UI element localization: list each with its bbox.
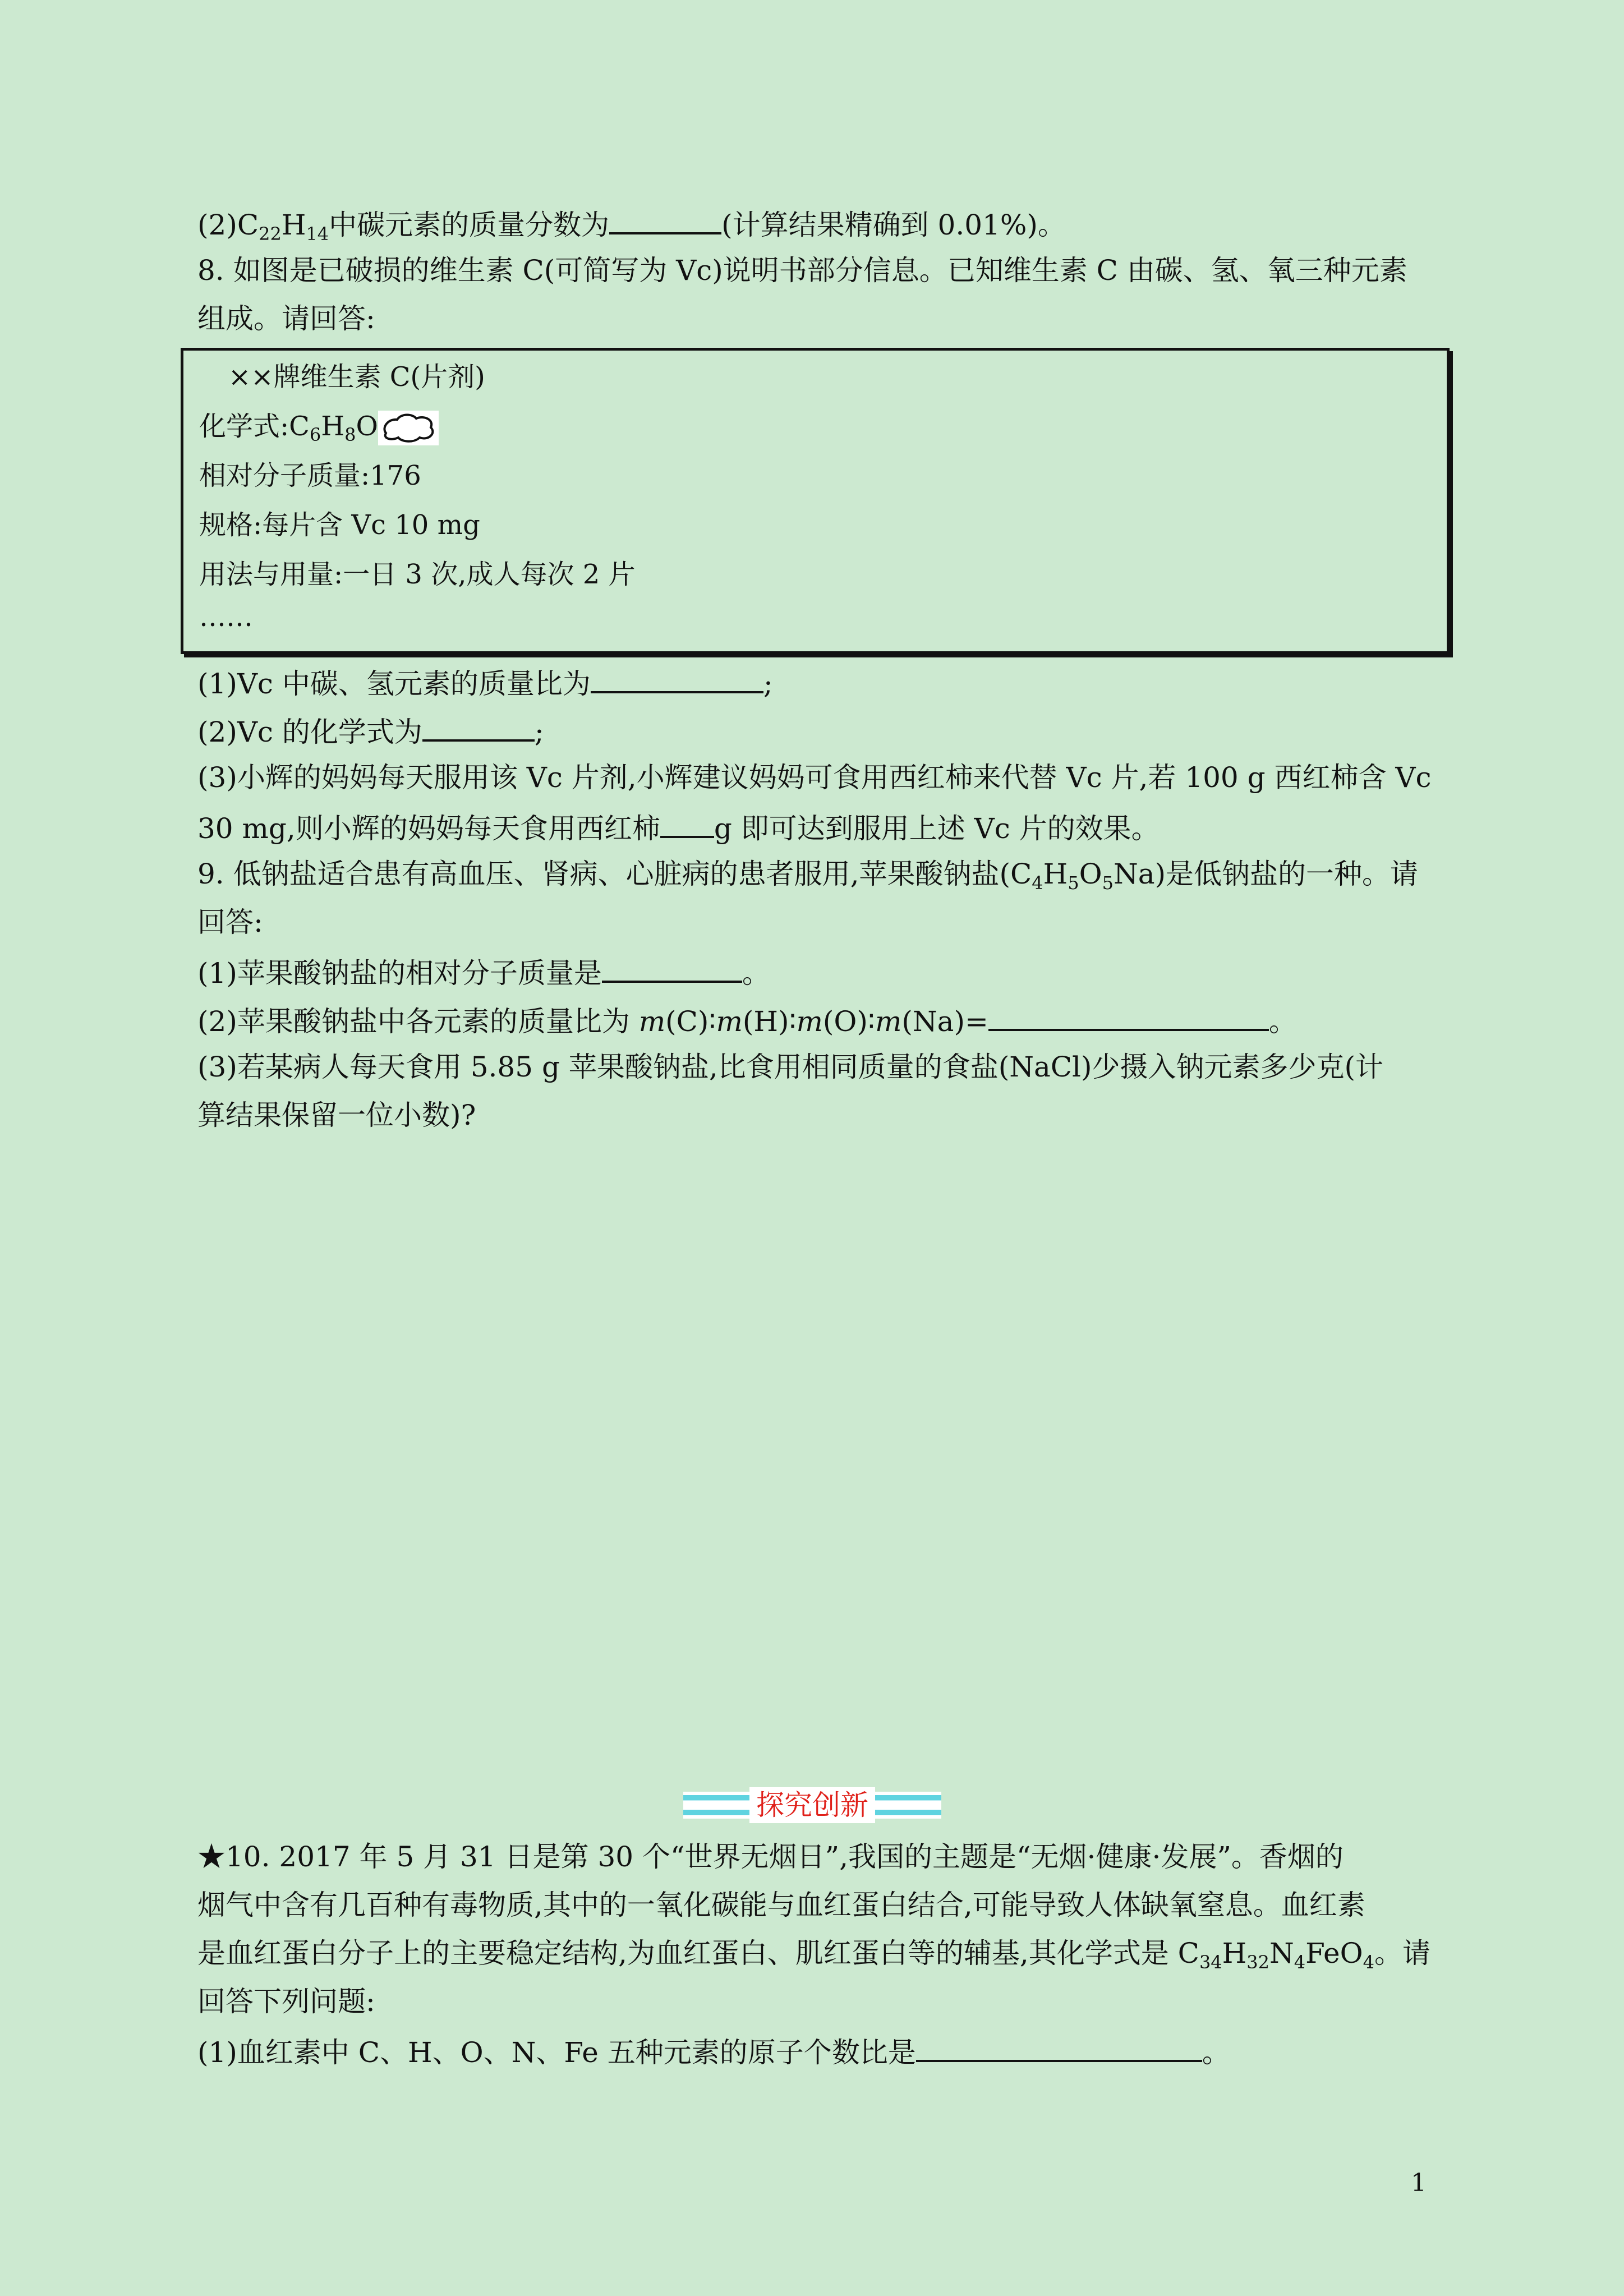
text: (2)Vc 的化学式为 xyxy=(197,716,422,748)
subscript: 34 xyxy=(1199,1952,1222,1973)
text: O xyxy=(356,411,378,442)
q10-stem-line4: 回答下列问题: xyxy=(197,1985,375,2018)
q8-sub3-line1: (3)小辉的妈妈每天服用该 Vc 片剂,小辉建议妈妈可食用西红柿来代替 Vc 片,若 100 g 西红柿含 Vc xyxy=(197,761,1432,794)
answer-blank[interactable] xyxy=(660,809,714,838)
subscript: 6 xyxy=(309,424,321,445)
text: (1)苹果酸钠盐的相对分子质量是 xyxy=(197,957,602,990)
symbol-m: m xyxy=(716,1005,743,1038)
text: 。 xyxy=(1268,1005,1297,1038)
banner-stripe-left xyxy=(683,1792,749,1819)
q10-stem-line3 xyxy=(197,1936,1432,1973)
text: (2)C xyxy=(197,209,259,241)
q9-sub3-line1: (3)若某病人每天食用 5.85 g 苹果酸钠盐,比食用相同质量的食盐(NaCl)少摄入钠元素多少克(计 xyxy=(197,1051,1384,1083)
text: H xyxy=(321,411,345,442)
subscript: 4 xyxy=(1363,1952,1374,1973)
vitamin-c-label-box xyxy=(181,348,1450,654)
q9-stem-line2: 回答: xyxy=(197,906,263,938)
label-formula xyxy=(199,410,439,445)
q7-sub2 xyxy=(197,205,1432,245)
text: (1)血红素中 C、H、O、N、Fe 五种元素的原子个数比是 xyxy=(197,2036,916,2069)
text: 。 xyxy=(1202,2036,1230,2069)
subscript: 5 xyxy=(1068,872,1079,894)
banner-stripe-right xyxy=(875,1792,941,1819)
q8-stem-line1: 8. 如图是已破损的维生素 C(可简写为 Vc)说明书部分信息。已知维生素 C 由碳、氢、氧三种元素 xyxy=(197,254,1407,287)
text: 。请 xyxy=(1374,1937,1430,1970)
q10-stem-line2: 烟气中含有几百种有毒物质,其中的一氧化碳能与血红蛋白结合,可能导致人体缺氧窒息。血红素 xyxy=(197,1889,1365,1921)
label-title: ××牌维生素 C(片剂) xyxy=(228,361,485,393)
text: (C)∶ xyxy=(665,1005,716,1038)
answer-blank[interactable] xyxy=(609,205,721,234)
answer-blank[interactable] xyxy=(422,712,535,742)
symbol-m: m xyxy=(875,1005,902,1038)
answer-blank[interactable] xyxy=(916,2033,1202,2062)
text: H xyxy=(1043,858,1068,890)
text: Na)是低钠盐的一种。请 xyxy=(1113,858,1419,890)
q10-sub1 xyxy=(197,2033,1432,2069)
q10-stem-line1: ★10. 2017 年 5 月 31 日是第 30 个“世界无烟日”,我国的主题是“无烟·健康·发展”。香烟的 xyxy=(197,1841,1344,1873)
text: O xyxy=(1079,858,1102,890)
q8-stem-line2: 组成。请回答: xyxy=(197,302,375,335)
q9-sub3-line2: 算结果保留一位小数)? xyxy=(197,1099,476,1131)
text: (O)∶ xyxy=(822,1005,875,1038)
text: (Na)= xyxy=(901,1005,988,1038)
page-number: 1 xyxy=(1411,2169,1427,2197)
subscript: 14 xyxy=(306,223,329,245)
text: H xyxy=(281,209,306,241)
answer-blank[interactable] xyxy=(591,664,763,693)
text: (计算结果精确到 0.01%)。 xyxy=(721,209,1066,241)
label-molecular-mass: 相对分子质量:176 xyxy=(199,460,421,491)
section-title: 探究创新 xyxy=(749,1787,875,1823)
subscript: 32 xyxy=(1246,1952,1269,1973)
text: 。 xyxy=(742,957,770,990)
subscript: 22 xyxy=(259,223,282,245)
q9-stem-line1 xyxy=(197,857,1432,894)
text: ; xyxy=(763,668,773,700)
text: N xyxy=(1269,1937,1294,1970)
text: 30 mg,则小辉的妈妈每天食用西红柿 xyxy=(197,812,660,845)
label-spec: 规格:每片含 Vc 10 mg xyxy=(199,509,480,541)
text: 9. 低钠盐适合患有高血压、肾病、心脏病的患者服用,苹果酸钠盐(C xyxy=(197,858,1032,890)
label-ellipsis: …… xyxy=(199,601,253,633)
subscript: 4 xyxy=(1294,1952,1306,1973)
q9-sub2 xyxy=(197,1002,1432,1038)
subscript: 4 xyxy=(1032,872,1043,894)
text: (2)苹果酸钠盐中各元素的质量比为 xyxy=(197,1005,639,1038)
text: H xyxy=(1222,1937,1247,1970)
text: g 即可达到服用上述 Vc 片的效果。 xyxy=(714,812,1160,845)
text: 是血红蛋白分子上的主要稳定结构,为血红蛋白、肌红蛋白等的辅基,其化学式是 C xyxy=(197,1937,1199,1970)
subscript: 5 xyxy=(1102,872,1114,894)
section-banner xyxy=(683,1787,941,1823)
q8-sub2 xyxy=(197,712,1432,749)
answer-blank[interactable] xyxy=(988,1002,1269,1031)
text: FeO xyxy=(1305,1937,1363,1970)
text: 中碳元素的质量分数为 xyxy=(329,209,610,241)
text: (1)Vc 中碳、氢元素的质量比为 xyxy=(197,668,591,700)
symbol-m: m xyxy=(638,1005,666,1038)
symbol-m: m xyxy=(796,1005,823,1038)
q9-sub1 xyxy=(197,954,1432,990)
q8-sub1 xyxy=(197,664,1432,701)
answer-blank[interactable] xyxy=(602,954,742,983)
torn-damage-icon xyxy=(378,411,439,445)
text: (H)∶ xyxy=(742,1005,797,1038)
text: ; xyxy=(534,716,544,748)
label-usage: 用法与用量:一日 3 次,成人每次 2 片 xyxy=(199,559,636,590)
q8-sub3-line2 xyxy=(197,809,1432,845)
subscript: 8 xyxy=(344,424,356,445)
text: 化学式:C xyxy=(199,411,310,442)
